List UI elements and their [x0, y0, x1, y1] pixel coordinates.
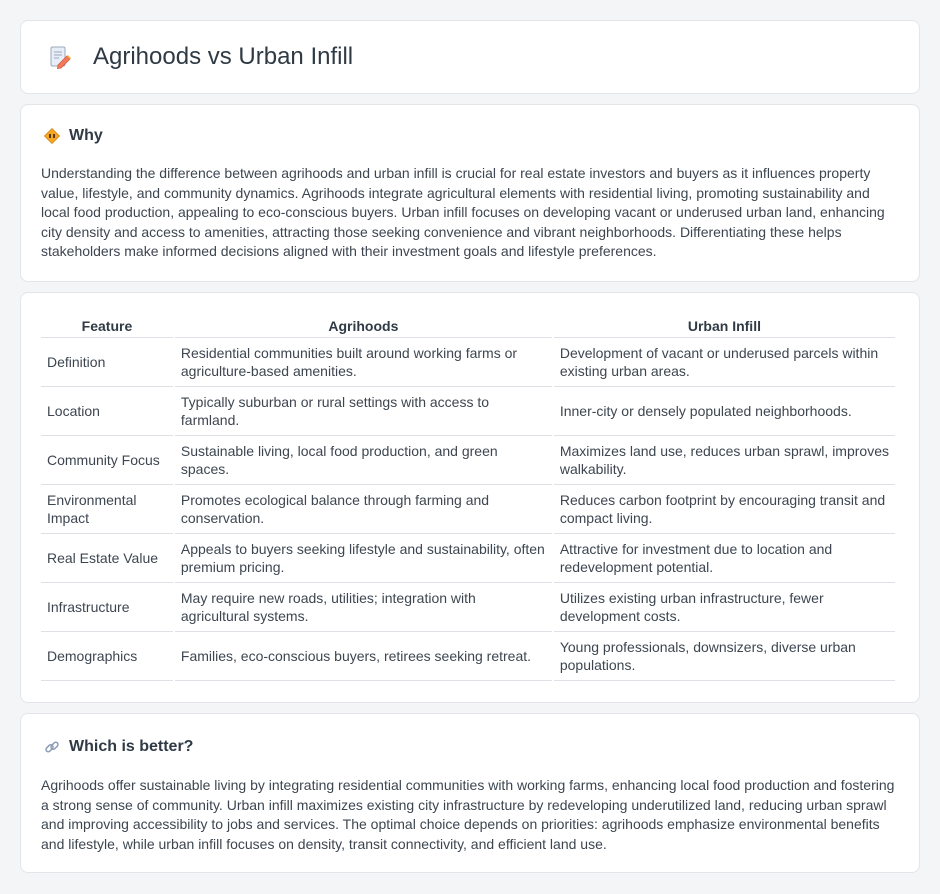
link-icon: [43, 738, 61, 756]
urban-infill-cell: Maximizes land use, reduces urban sprawl, improves walkability.: [554, 436, 895, 485]
table-row: [41, 387, 895, 436]
column-header-feature: Feature: [41, 313, 173, 338]
which-is-better-card: [20, 713, 920, 873]
comparison-table: [39, 313, 897, 681]
table-row: [41, 436, 895, 485]
feature-cell: Environmental Impact: [41, 485, 173, 534]
agrihoods-cell: Families, eco-conscious buyers, retirees seeking retreat.: [175, 632, 552, 681]
column-header-urban-infill: Urban Infill: [554, 313, 895, 338]
why-heading: [43, 127, 899, 145]
agrihoods-cell: Sustainable living, local food production, and green spaces.: [175, 436, 552, 485]
header-card: [20, 20, 920, 94]
urban-infill-cell: Utilizes existing urban infrastructure, fewer development costs.: [554, 583, 895, 632]
agrihoods-cell: Appeals to buyers seeking lifestyle and sustainability, often premium pricing.: [175, 534, 552, 583]
table-row: [41, 338, 895, 387]
feature-cell: Definition: [41, 338, 173, 387]
table-row: [41, 632, 895, 681]
table-row: [41, 534, 895, 583]
feature-cell: Infrastructure: [41, 583, 173, 632]
table-row: [41, 583, 895, 632]
why-paragraph: Understanding the difference between agrihoods and urban infill is crucial for real estate investors and buyers as it influences property value, lifestyle, and community dynamics. Agrihoods integrate agricultural elements with residential living, promoting sustainability and local food production, appealing to eco-conscious buyers. Urban infill focuses on developing vacant or underused urban land, enhancing city density and access to amenities, attracting those seeking convenience and vibrant neighborhoods. Differentiating these helps stakeholders make informed decisions aligned with their investment goals and lifestyle preferences.: [41, 165, 885, 259]
diamond-sign-icon: [43, 127, 61, 145]
agrihoods-cell: Typically suburban or rural settings with access to farmland.: [175, 387, 552, 436]
better-paragraph: Agrihoods offer sustainable living by integrating residential communities with working farms, enhancing local food production and fostering a strong sense of community. Urban infill maximizes existing city infrastructure by redeveloping underutilized land, reducing urban sprawl and improving accessibility to jobs and services. The optimal choice depends on priorities: agrihoods emphasize environmental benefits and lifestyle, while urban infill focuses on density, transit connectivity, and efficient land use.: [41, 777, 895, 852]
urban-infill-cell: Inner-city or densely populated neighborhoods.: [554, 387, 895, 436]
comparison-table-card: [20, 292, 920, 703]
better-heading-label: Which is better?: [69, 738, 194, 755]
feature-cell: Location: [41, 387, 173, 436]
table-header-row: [41, 313, 895, 338]
urban-infill-cell: Development of vacant or underused parcels within existing urban areas.: [554, 338, 895, 387]
table-row: [41, 485, 895, 534]
feature-cell: Demographics: [41, 632, 173, 681]
why-card: [20, 104, 920, 282]
document-pencil-icon: [47, 44, 73, 70]
page-title: Agrihoods vs Urban Infill: [93, 43, 354, 70]
agrihoods-cell: May require new roads, utilities; integration with agricultural systems.: [175, 583, 552, 632]
column-header-agrihoods: Agrihoods: [175, 313, 552, 338]
agrihoods-cell: Promotes ecological balance through farming and conservation.: [175, 485, 552, 534]
feature-cell: Community Focus: [41, 436, 173, 485]
agrihoods-cell: Residential communities built around working farms or agriculture-based amenities.: [175, 338, 552, 387]
urban-infill-cell: Reduces carbon footprint by encouraging transit and compact living.: [554, 485, 895, 534]
better-heading: [43, 738, 899, 756]
why-heading-label: Why: [69, 127, 103, 144]
feature-cell: Real Estate Value: [41, 534, 173, 583]
urban-infill-cell: Young professionals, downsizers, diverse urban populations.: [554, 632, 895, 681]
urban-infill-cell: Attractive for investment due to location and redevelopment potential.: [554, 534, 895, 583]
